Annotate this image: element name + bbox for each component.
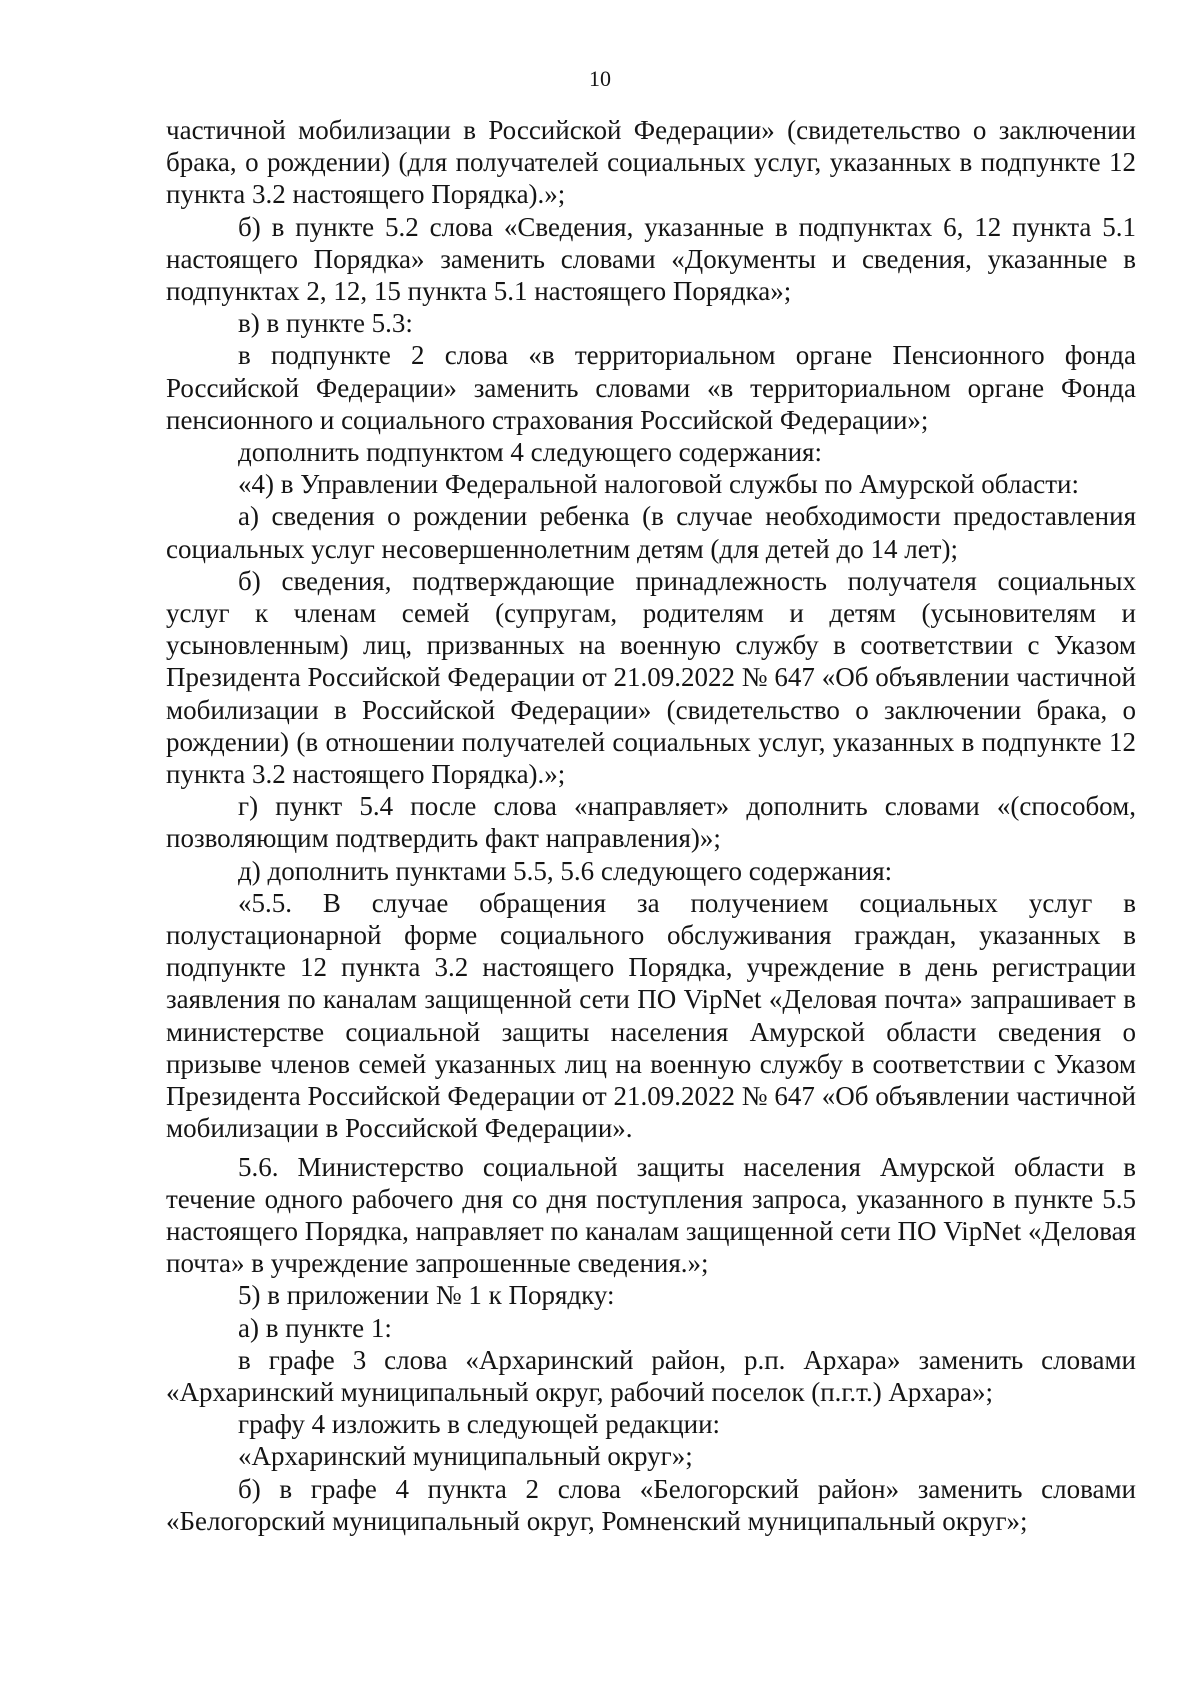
paragraph-6: «4) в Управлении Федеральной налоговой службы по Амурской области:: [238, 469, 1080, 500]
paragraph-5: дополнить подпунктом 4 следующего содержания:: [238, 437, 822, 468]
paragraph-17: «Архаринский муниципальный округ»;: [238, 1441, 693, 1472]
paragraph-13: 5) в приложении № 1 к Порядку:: [238, 1280, 615, 1311]
paragraph-10: д) дополнить пунктами 5.5, 5.6 следующего содержания:: [238, 855, 893, 886]
paragraph-9: г) пункт 5.4 после слова «направляет» дополнить словами «(способом, позволяющим подтвердить факт направления)»;: [166, 791, 1136, 854]
paragraph-18: б) в графе 4 пункта 2 слова «Белогорский район» заменить словами «Белогорский муниципальный округ, Ромненский муниципальный округ»;: [166, 1473, 1136, 1536]
page-number: 10: [589, 66, 611, 91]
paragraph-15: в графе 3 слова «Архаринский район, р.п. Архара» заменить словами «Архаринский муниципальный округ, рабочий поселок (п.г.т.) Архара»;: [166, 1344, 1136, 1407]
paragraph-2: б) в пункте 5.2 слова «Сведения, указанные в подпунктах 6, 12 пункта 5.1 настоящего Порядка» заменить словами «Документы и сведения, указанные в подпунктах 2, 12, 15 пункта 5.1 настоящего Порядка»;: [166, 211, 1136, 307]
paragraph-4: в подпункте 2 слова «в территориальном органе Пенсионного фонда Российской Федерации» заменить словами «в территориальном органе Фонда пенсионного и социального страхования Российской Федерации»;: [166, 340, 1136, 435]
paragraph-8: б) сведения, подтверждающие принадлежность получателя социальных услуг к членам семей (супругам, родителям и детям (усыновителям и усыновленным) лиц, призванных на военную службу в соответствии с Указом Президента Российской Федерации от 21.09.2022 № 647 «Об объявлении частичной мобилизации в Российской Федерации» (свидетельство о заключении брака, о рождении) (в отношении получателей социальных услуг, указанных в подпункте 12 пункта 3.2 настоящего Порядка).»;: [166, 565, 1136, 790]
paragraph-7: а) сведения о рождении ребенка (в случае необходимости предоставления социальных услуг несовершеннолетним детям (для детей до 14 лет);: [166, 501, 1136, 564]
paragraph-11: «5.5. В случае обращения за получением социальных услуг в полустационарной форме социального обслуживания граждан, указанных в подпункте 12 пункта 3.2 настоящего Порядка, учреждение в день регистрации заявления по каналам защищенной сети ПО VipNet «Деловая почта» запрашивает в министерстве социальной защиты населения Амурской области сведения о призыве членов семей указанных лиц на военную службу в соответствии с Указом Президента Российской Федерации от 21.09.2022 № 647 «Об объявлении частичной мобилизации в Российской Федерации».: [166, 887, 1136, 1144]
paragraph-3: в) в пункте 5.3:: [238, 308, 413, 339]
paragraph-1: частичной мобилизации в Российской Федерации» (свидетельство о заключении брака, о рождении) (для получателей социальных услуг, указанных в подпункте 12 пункта 3.2 настоящего Порядка).»;: [166, 115, 1136, 210]
paragraph-16: графу 4 изложить в следующей редакции:: [238, 1409, 721, 1440]
paragraph-14: а) в пункте 1:: [238, 1312, 392, 1343]
document-body: [166, 114, 1136, 1537]
paragraph-12: 5.6. Министерство социальной защиты населения Амурской области в течение одного рабочего дня со дня поступления запроса, указанного в пункте 5.5 настоящего Порядка, направляет по каналам защищенной сети ПО VipNet «Деловая почта» в учреждение запрошенные сведения.»;: [166, 1151, 1136, 1279]
